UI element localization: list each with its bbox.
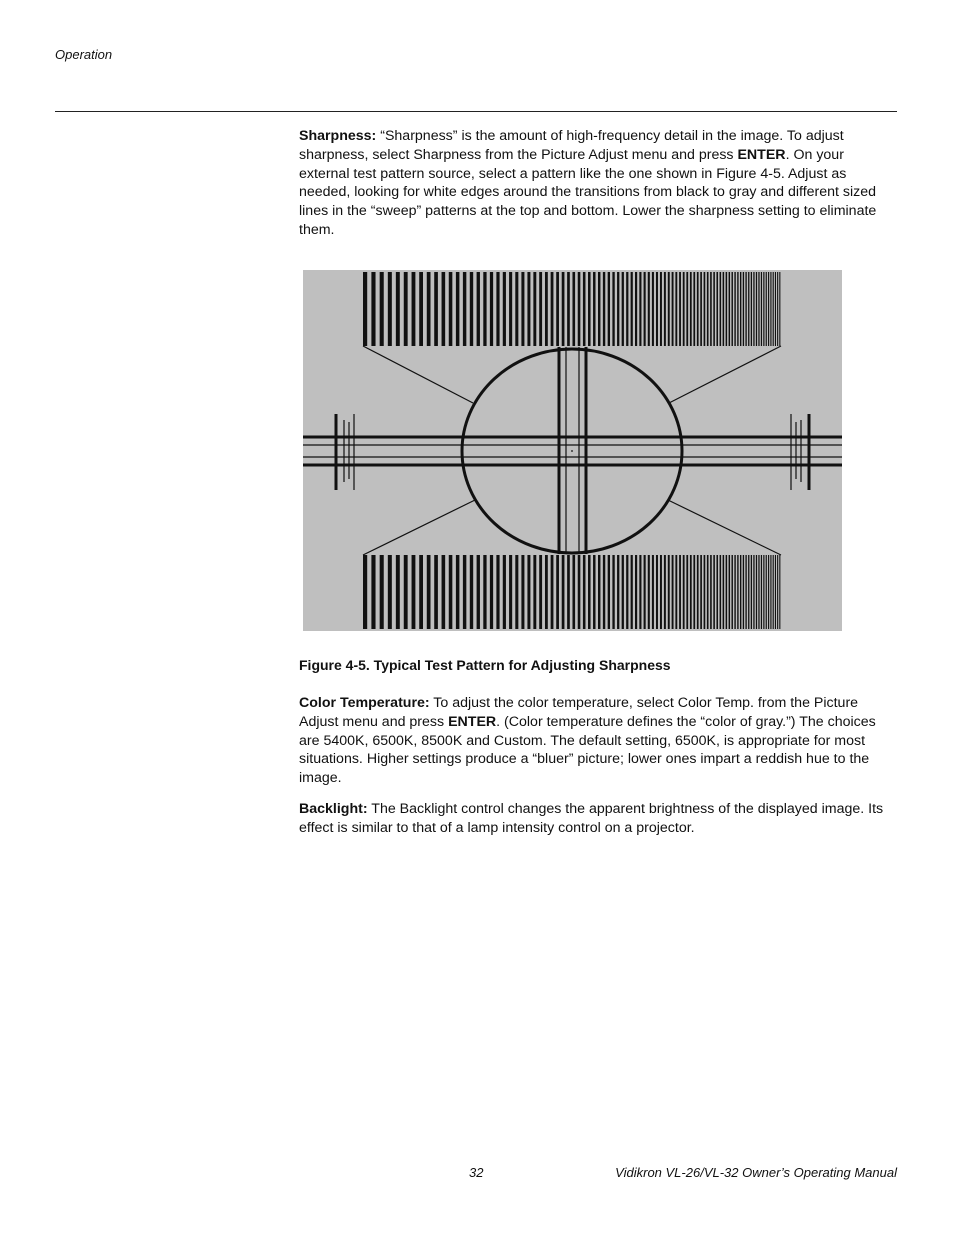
sweep-stripe bbox=[556, 272, 559, 346]
sweep-stripe bbox=[751, 272, 752, 346]
sweep-stripe bbox=[635, 555, 637, 629]
sweep-stripe bbox=[710, 555, 712, 629]
sweep-stripe bbox=[419, 555, 423, 629]
sweep-stripe bbox=[483, 555, 486, 629]
sweep-stripe bbox=[644, 272, 646, 346]
sweep-stripe bbox=[734, 555, 735, 629]
sweep-stripe bbox=[598, 272, 600, 346]
sweep-stripe bbox=[578, 555, 581, 629]
sweep-stripe bbox=[593, 272, 595, 346]
sweep-stripe bbox=[734, 272, 735, 346]
sweep-stripe bbox=[753, 272, 754, 346]
sweep-stripe bbox=[758, 272, 759, 346]
sweep-stripe bbox=[477, 272, 480, 346]
test-pattern-figure bbox=[303, 270, 842, 631]
sweep-stripe bbox=[713, 272, 715, 346]
sweep-stripe bbox=[572, 555, 575, 629]
sweep-stripe bbox=[675, 555, 677, 629]
sweep-stripe bbox=[635, 272, 637, 346]
color-temperature-text-1: To adjust the color temperature, select Color Temp. from the Picture Adjust menu and press bbox=[299, 695, 859, 730]
sweep-stripe bbox=[675, 272, 677, 346]
sweep-stripe bbox=[758, 555, 759, 629]
sweep-stripe bbox=[588, 272, 591, 346]
sweep-stripe bbox=[363, 555, 367, 629]
sweep-stripe bbox=[562, 555, 565, 629]
sweep-stripe bbox=[707, 272, 709, 346]
sweep-stripe bbox=[551, 555, 554, 629]
sweep-stripe bbox=[456, 272, 460, 346]
sweep-stripe bbox=[690, 555, 692, 629]
sweep-stripe bbox=[608, 272, 610, 346]
backlight-term: Backlight: bbox=[299, 801, 368, 817]
sweep-stripe bbox=[763, 555, 764, 629]
sweep-stripe bbox=[380, 272, 384, 346]
sweep-stripe bbox=[527, 272, 530, 346]
sweep-stripe bbox=[720, 272, 722, 346]
sweep-stripe bbox=[768, 555, 769, 629]
sweep-stripe bbox=[686, 555, 688, 629]
sweep-stripe bbox=[593, 555, 595, 629]
sharpness-text-1: “Sharpness” is the amount of high-frequency detail in the image. To adjust sharpness, select Sharpness from the Picture Adjust menu and press bbox=[299, 128, 844, 163]
sweep-stripe bbox=[748, 272, 749, 346]
sweep-stripe bbox=[588, 555, 591, 629]
sweep-stripe bbox=[775, 272, 776, 346]
sweep-stripe bbox=[743, 272, 744, 346]
sweep-stripe bbox=[656, 555, 658, 629]
sweep-stripe bbox=[697, 272, 699, 346]
sweep-stripe bbox=[612, 272, 614, 346]
sweep-stripe bbox=[521, 555, 524, 629]
sweep-stripe bbox=[490, 555, 493, 629]
sharpness-enter-key: ENTER bbox=[737, 146, 786, 163]
sweep-stripe bbox=[679, 272, 681, 346]
sweep-stripe bbox=[572, 272, 575, 346]
sweep-stripe bbox=[743, 555, 744, 629]
sweep-stripe bbox=[396, 555, 400, 629]
sweep-stripe bbox=[490, 272, 493, 346]
sweep-stripe bbox=[533, 272, 536, 346]
sweep-stripe bbox=[660, 555, 662, 629]
sweep-stripe bbox=[729, 555, 730, 629]
sweep-stripe bbox=[668, 272, 670, 346]
sweep-stripe bbox=[371, 272, 375, 346]
sweep-stripe bbox=[723, 272, 725, 346]
sweep-stripe bbox=[652, 555, 654, 629]
sweep-stripe bbox=[697, 555, 699, 629]
sweep-stripe bbox=[644, 555, 646, 629]
sweep-stripe bbox=[442, 272, 446, 346]
sweep-stripe bbox=[545, 272, 548, 346]
sweep-stripe bbox=[723, 555, 725, 629]
sweep-stripe bbox=[763, 272, 764, 346]
sweep-stripe bbox=[773, 272, 774, 346]
sweep-stripe bbox=[648, 272, 650, 346]
sweep-stripe bbox=[477, 555, 480, 629]
sweep-stripe bbox=[756, 555, 757, 629]
sweep-stripe bbox=[766, 555, 767, 629]
sweep-stripe bbox=[693, 555, 695, 629]
sweep-stripe bbox=[713, 555, 715, 629]
sweep-stripe bbox=[740, 272, 741, 346]
sweep-stripe bbox=[567, 272, 570, 346]
sweep-stripe bbox=[773, 555, 774, 629]
sweep-stripe bbox=[740, 555, 741, 629]
sweep-stripe bbox=[756, 272, 757, 346]
sweep-stripe bbox=[748, 555, 749, 629]
sweep-stripe bbox=[631, 555, 633, 629]
sweep-stripe bbox=[363, 272, 367, 346]
sweep-stripe bbox=[700, 555, 702, 629]
sweep-stripe bbox=[626, 272, 628, 346]
sweep-stripe bbox=[515, 272, 518, 346]
sweep-stripe bbox=[686, 272, 688, 346]
sweep-stripe bbox=[753, 555, 754, 629]
sweep-stripe bbox=[509, 272, 512, 346]
sweep-stripe bbox=[704, 555, 706, 629]
sweep-stripe bbox=[775, 555, 776, 629]
color-temperature-text-2: . (Color temperature defines the “color of gray.”) The choices are 5400K, 6500K, 8500K and Custom. The default setting, 6500K, is appropriate for most situations. Higher settings produce a “bluer” picture; lower ones impart a reddish hue to the image. bbox=[299, 713, 876, 787]
sweep-stripe bbox=[509, 555, 512, 629]
sweep-stripe bbox=[745, 272, 746, 346]
sweep-stripe bbox=[434, 555, 438, 629]
sweep-stripe bbox=[608, 555, 610, 629]
sweep-stripe bbox=[427, 272, 431, 346]
sweep-stripe bbox=[652, 272, 654, 346]
sweep-stripe bbox=[503, 555, 506, 629]
sweep-stripe bbox=[768, 272, 769, 346]
sweep-stripe bbox=[720, 555, 722, 629]
sweep-stripe bbox=[463, 272, 466, 346]
sweep-stripe bbox=[777, 555, 778, 629]
sweep-stripe bbox=[562, 272, 565, 346]
sweep-stripe bbox=[693, 272, 695, 346]
sweep-stripe bbox=[527, 555, 530, 629]
sweep-stripe bbox=[598, 555, 600, 629]
sweep-stripe bbox=[690, 272, 692, 346]
sweep-stripe bbox=[496, 555, 499, 629]
sweep-stripe bbox=[470, 555, 473, 629]
sweep-stripe bbox=[779, 555, 780, 629]
sweep-stripe bbox=[503, 272, 506, 346]
sweep-stripe bbox=[626, 555, 628, 629]
sweep-stripe bbox=[412, 555, 416, 629]
sweep-stripe bbox=[442, 555, 446, 629]
sweep-stripe bbox=[617, 555, 619, 629]
sweep-stripe bbox=[732, 555, 733, 629]
sweep-stripe bbox=[704, 272, 706, 346]
sweep-stripe bbox=[434, 272, 438, 346]
sweep-stripe bbox=[761, 272, 762, 346]
sweep-stripe bbox=[483, 272, 486, 346]
sweep-stripe bbox=[664, 555, 666, 629]
sweep-stripe bbox=[622, 272, 624, 346]
sweep-stripe bbox=[761, 555, 762, 629]
sweep-stripe bbox=[648, 555, 650, 629]
sweep-stripe bbox=[388, 555, 392, 629]
sweep-stripe bbox=[412, 272, 416, 346]
sharpness-term: Sharpness: bbox=[299, 128, 377, 144]
sweep-stripe bbox=[679, 555, 681, 629]
center-dot bbox=[571, 450, 573, 452]
sweep-stripe bbox=[449, 272, 453, 346]
sweep-stripe bbox=[737, 555, 738, 629]
sweep-stripe bbox=[631, 272, 633, 346]
sweep-stripe bbox=[404, 555, 408, 629]
sweep-stripe bbox=[583, 555, 586, 629]
backlight-text: The Backlight control changes the apparent brightness of the displayed image. Its effect is similar to that of a lamp intensity control on a projector. bbox=[299, 801, 884, 836]
backlight-paragraph bbox=[299, 800, 897, 838]
sweep-stripe bbox=[766, 272, 767, 346]
sweep-stripe bbox=[664, 272, 666, 346]
sweep-stripe bbox=[539, 272, 542, 346]
sweep-stripe bbox=[770, 555, 771, 629]
sweep-stripe bbox=[556, 555, 559, 629]
sweep-stripe bbox=[716, 272, 718, 346]
sweep-stripe bbox=[603, 555, 605, 629]
sweep-stripe bbox=[683, 272, 685, 346]
figure-caption: Figure 4-5. Typical Test Pattern for Adjusting Sharpness bbox=[299, 657, 671, 673]
sweep-stripe bbox=[751, 555, 752, 629]
sweep-stripe bbox=[396, 272, 400, 346]
sweep-stripe bbox=[567, 555, 570, 629]
sharpness-paragraph bbox=[299, 127, 897, 240]
sweep-stripe bbox=[371, 555, 375, 629]
sweep-stripe bbox=[388, 272, 392, 346]
sweep-stripe bbox=[726, 272, 727, 346]
sweep-stripe bbox=[710, 272, 712, 346]
sweep-stripe bbox=[521, 272, 524, 346]
sweep-stripe bbox=[427, 555, 431, 629]
sweep-stripe bbox=[496, 272, 499, 346]
sweep-stripe bbox=[545, 555, 548, 629]
header-divider bbox=[55, 111, 897, 112]
sweep-stripe bbox=[551, 272, 554, 346]
color-temperature-paragraph bbox=[299, 694, 897, 788]
sweep-stripe bbox=[745, 555, 746, 629]
sweep-stripe bbox=[729, 272, 730, 346]
sweep-stripe bbox=[707, 555, 709, 629]
sweep-stripe bbox=[419, 272, 423, 346]
sweep-stripe bbox=[617, 272, 619, 346]
sweep-stripe bbox=[639, 555, 641, 629]
sweep-stripe bbox=[683, 555, 685, 629]
sweep-stripe bbox=[660, 272, 662, 346]
sweep-stripe bbox=[700, 272, 702, 346]
sweep-stripe bbox=[732, 272, 733, 346]
sweep-stripe bbox=[578, 272, 581, 346]
sweep-stripe bbox=[726, 555, 727, 629]
color-temperature-enter-key: ENTER bbox=[448, 713, 497, 730]
sweep-stripe bbox=[672, 555, 674, 629]
sweep-stripe bbox=[668, 555, 670, 629]
sweep-stripe bbox=[777, 272, 778, 346]
sweep-stripe bbox=[539, 555, 542, 629]
sweep-stripe bbox=[737, 272, 738, 346]
page-number: 32 bbox=[469, 1165, 484, 1180]
sweep-stripe bbox=[656, 272, 658, 346]
sweep-stripe bbox=[672, 272, 674, 346]
sweep-stripe bbox=[603, 272, 605, 346]
running-header: Operation bbox=[55, 47, 113, 62]
sharpness-text-2: . On your external test pattern source, select a pattern like the one shown in Figure 4-5. Adjust as needed, looking for white edges around the transitions from black to gray and different sized lines in the “sweep” patterns at the top and bottom. Lower the sharpness setting to eliminate them. bbox=[299, 146, 877, 238]
sweep-stripe bbox=[622, 555, 624, 629]
sweep-stripe bbox=[533, 555, 536, 629]
sweep-stripe bbox=[639, 272, 641, 346]
sweep-stripe bbox=[770, 272, 771, 346]
sweep-stripe bbox=[463, 555, 466, 629]
sweep-stripe bbox=[716, 555, 718, 629]
sweep-stripe bbox=[456, 555, 460, 629]
sweep-stripe bbox=[380, 555, 384, 629]
sweep-stripe bbox=[612, 555, 614, 629]
color-temperature-term: Color Temperature: bbox=[299, 695, 430, 711]
sweep-stripe bbox=[449, 555, 453, 629]
sweep-stripe bbox=[779, 272, 780, 346]
sweep-stripe bbox=[515, 555, 518, 629]
sweep-stripe bbox=[470, 272, 473, 346]
sweep-stripe bbox=[404, 272, 408, 346]
sweep-stripe bbox=[583, 272, 586, 346]
manual-title: Vidikron VL-26/VL-32 Owner’s Operating Manual bbox=[615, 1165, 897, 1180]
